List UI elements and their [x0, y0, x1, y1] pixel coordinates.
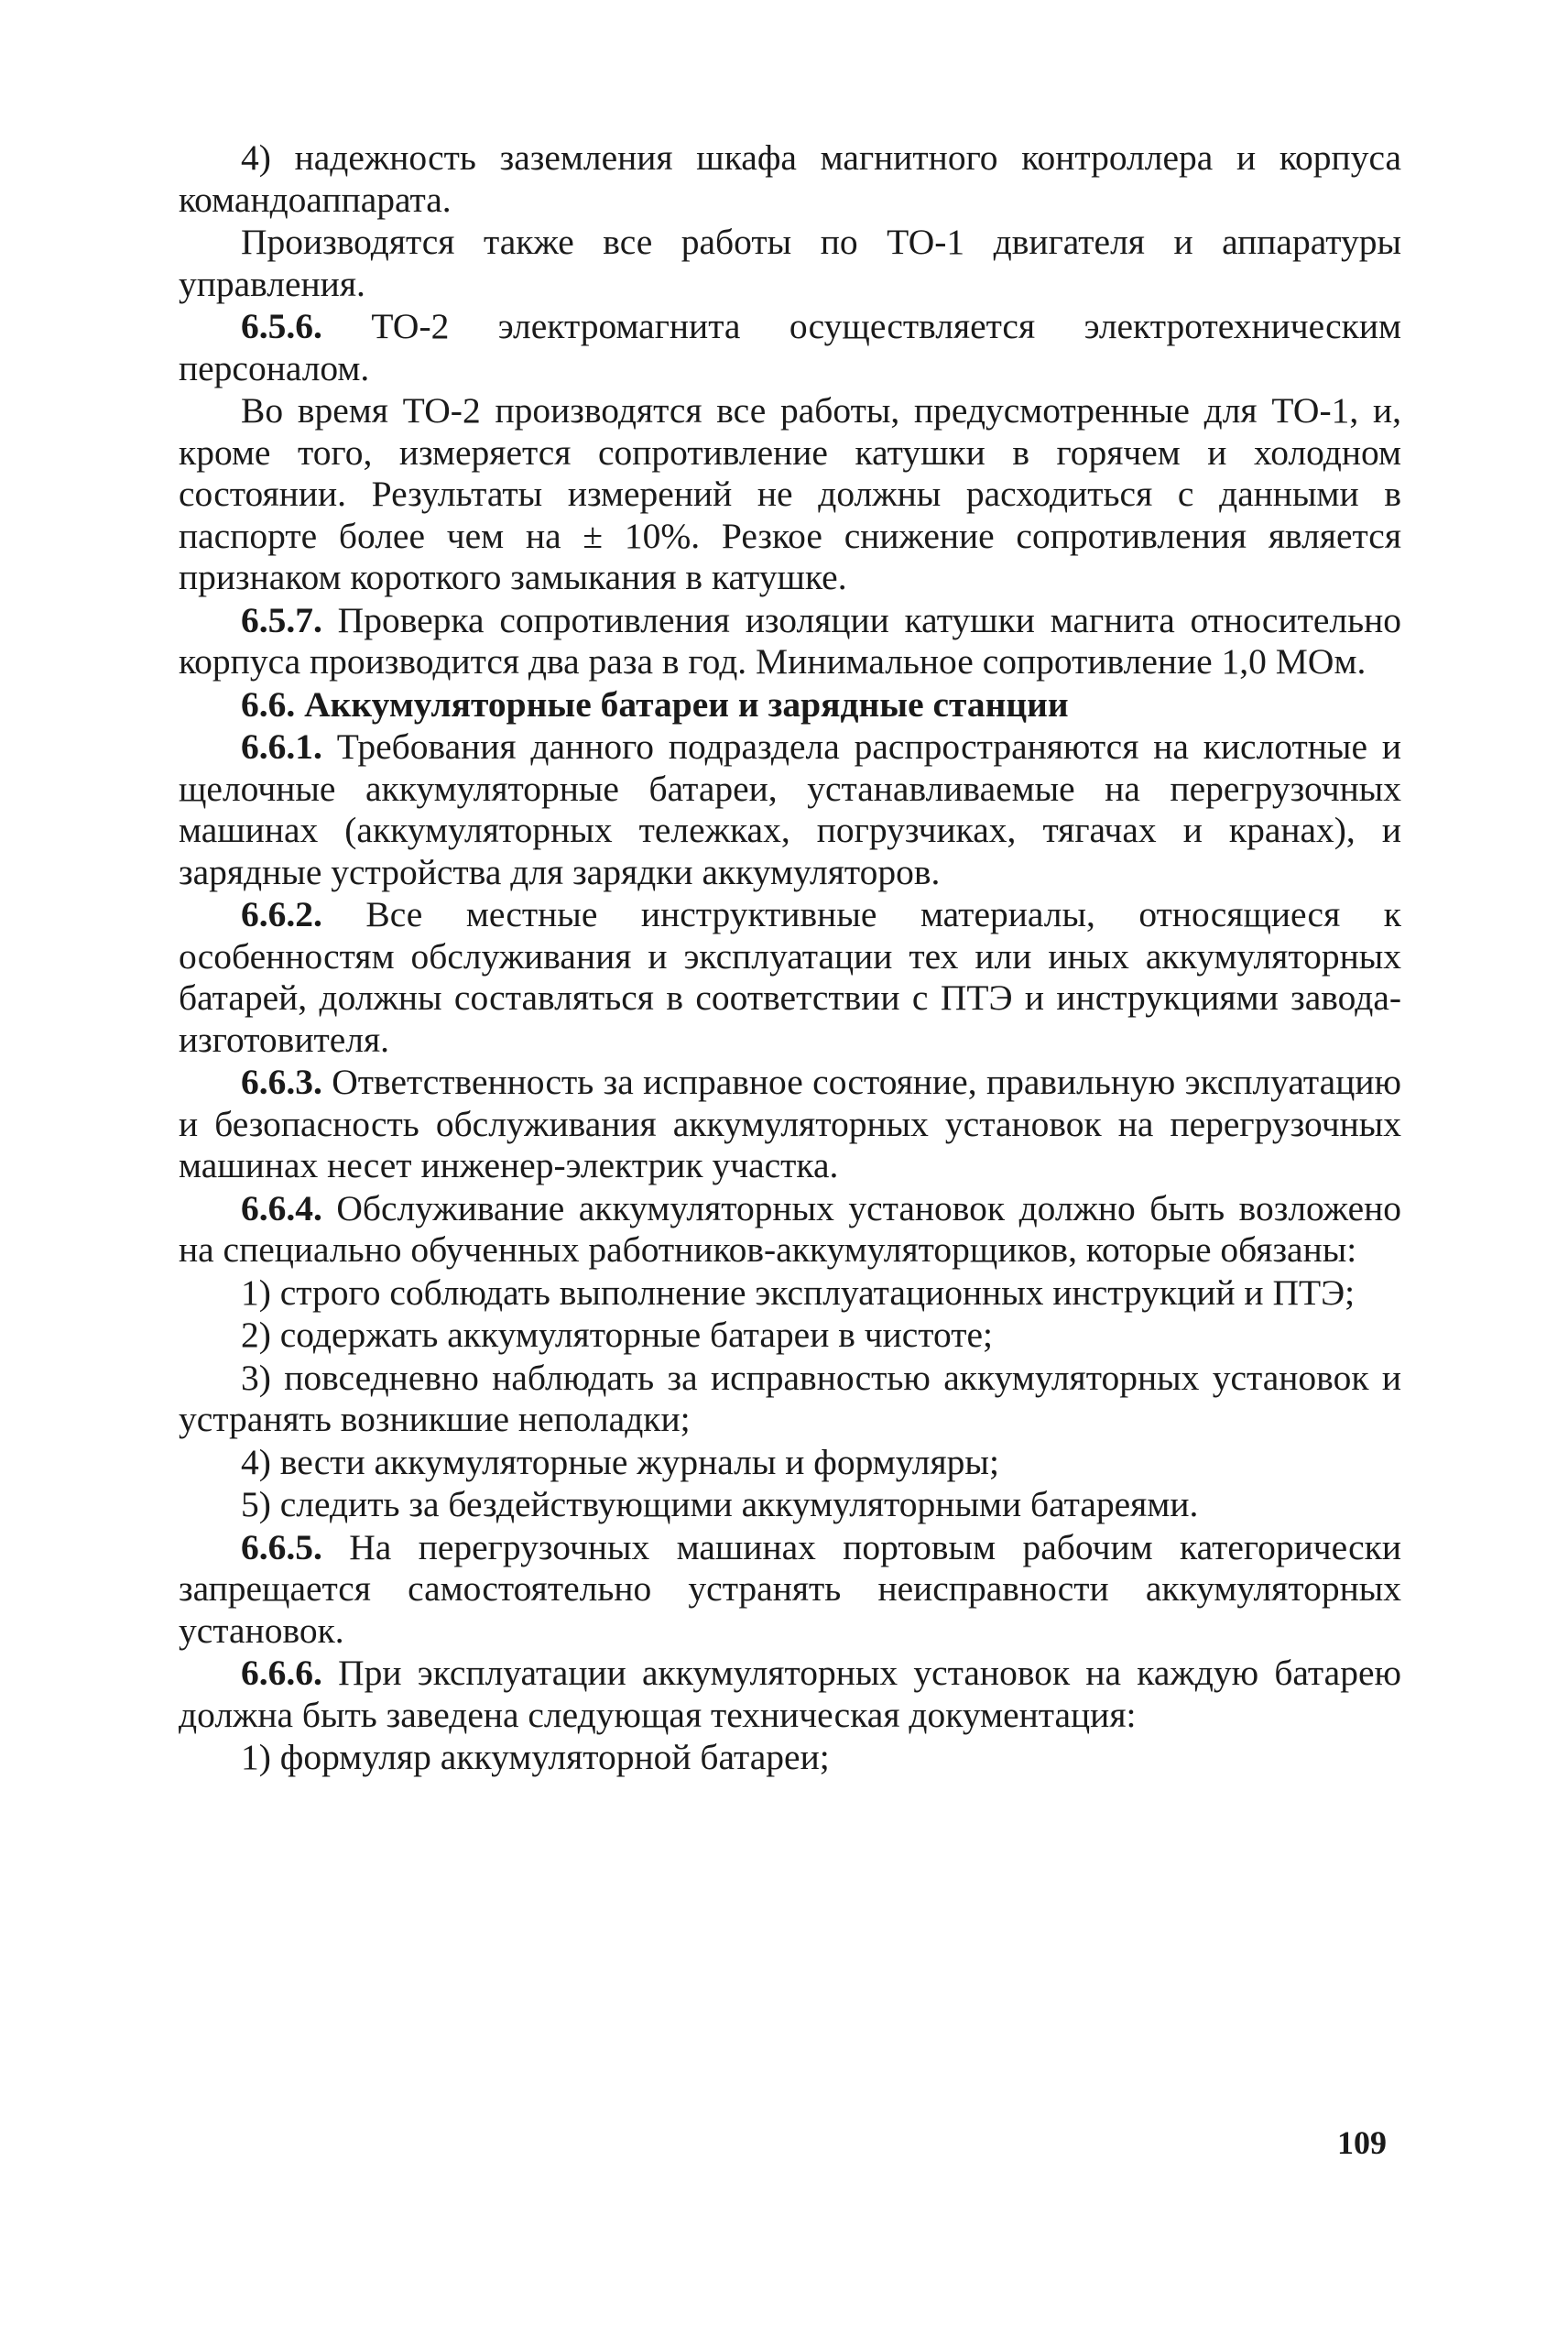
- paragraph: [179, 1653, 1401, 1736]
- list-item: [179, 1737, 1401, 1779]
- paragraph: [179, 894, 1401, 1061]
- paragraph: [179, 222, 1401, 305]
- clause-number: 6.6.4.: [241, 1187, 322, 1228]
- clause-number: 6.5.6.: [241, 306, 322, 346]
- paragraph-text: Ответственность за исправное состояние, правильную эксплуатацию и безопасность обслуживания аккумуляторных установок на перегрузочных машинах несет инженер-электрик участка.: [179, 1062, 1401, 1185]
- list-item-text: 4) вести аккумуляторные журналы и формуляры;: [241, 1441, 999, 1482]
- paragraph: [179, 1062, 1401, 1187]
- paragraph-text: Все местные инструктивные материалы, относящиеся к особенностям обслуживания и эксплуатации тех или иных аккумуляторных батарей, должны составляться в соответствии с ПТЭ и инструкциями завода-изготовителя.: [179, 894, 1401, 1060]
- paragraph: [179, 726, 1401, 893]
- paragraph: [179, 306, 1401, 389]
- section-heading: [179, 684, 1401, 726]
- paragraph-text: 4) надежность заземления шкафа магнитного контроллера и корпуса командоаппарата.: [179, 137, 1401, 220]
- paragraph: [179, 600, 1401, 683]
- heading-text: 6.6. Аккумуляторные батареи и зарядные станции: [241, 683, 1069, 725]
- paragraph-text: Требования данного подраздела распространяются на кислотные и щелочные аккумуляторные батареи, устанавливаемые на перегрузочных машинах (аккумуляторных тележках, погрузчиках, тягачах и кранах), и зарядные устройства для зарядки аккумуляторов.: [179, 726, 1401, 892]
- list-item: [179, 1315, 1401, 1357]
- paragraph-text: На перегрузочных машинах портовым рабочим категорически запрещается самостоятельно устранять неисправности аккумуляторных установок.: [179, 1526, 1401, 1651]
- paragraph: [179, 1527, 1401, 1653]
- list-item-text: 2) содержать аккумуляторные батареи в чистоте;: [241, 1315, 994, 1355]
- list-item: [179, 1358, 1401, 1441]
- clause-number: 6.6.5.: [241, 1526, 322, 1567]
- list-item: [179, 1442, 1401, 1484]
- list-item: [179, 1484, 1401, 1526]
- list-item-text: 5) следить за бездействующими аккумуляторными батареями.: [241, 1484, 1199, 1524]
- paragraph-text: При эксплуатации аккумуляторных установок на каждую батарею должна быть заведена следующая техническая документация:: [179, 1653, 1401, 1735]
- paragraph: [179, 390, 1401, 599]
- list-item-text: 1) строго соблюдать выполнение эксплуатационных инструкций и ПТЭ;: [241, 1272, 1356, 1313]
- clause-number: 6.5.7.: [241, 599, 322, 640]
- paragraph-text: Производятся также все работы по ТО-1 двигателя и аппаратуры управления.: [179, 222, 1401, 304]
- paragraph-text: Обслуживание аккумуляторных установок должно быть возложено на специально обученных работников-аккумуляторщиков, которые обязаны:: [179, 1187, 1401, 1270]
- list-item-text: 3) повседневно наблюдать за исправностью аккумуляторных установок и устранять возникшие неполадки;: [179, 1357, 1401, 1439]
- page-text-body: [179, 137, 1401, 1780]
- clause-number: 6.6.6.: [241, 1653, 322, 1693]
- clause-number: 6.6.2.: [241, 894, 322, 934]
- paragraph: [179, 137, 1401, 221]
- paragraph-text: Во время ТО-2 производятся все работы, предусмотренные для ТО-1, и, кроме того, измеряется сопротивление катушки в горячем и холодном состоянии. Результаты измерений не должны расходиться с данными в паспорте более чем на ± 10%. Резкое снижение сопротивления является признаком короткого замыкания в катушке.: [179, 390, 1401, 597]
- list-item-text: 1) формуляр аккумуляторной батареи;: [241, 1737, 830, 1777]
- paragraph-text: Проверка сопротивления изоляции катушки магнита относительно корпуса производится два раза в год. Минимальное сопротивление 1,0 МОм.: [179, 599, 1401, 682]
- clause-number: 6.6.3.: [241, 1062, 322, 1102]
- page-number: 109: [1337, 2124, 1387, 2161]
- list-item: [179, 1272, 1401, 1315]
- clause-number: 6.6.1.: [241, 726, 322, 767]
- paragraph-text: ТО-2 электромагнита осуществляется электротехническим персоналом.: [179, 306, 1401, 388]
- paragraph: [179, 1188, 1401, 1272]
